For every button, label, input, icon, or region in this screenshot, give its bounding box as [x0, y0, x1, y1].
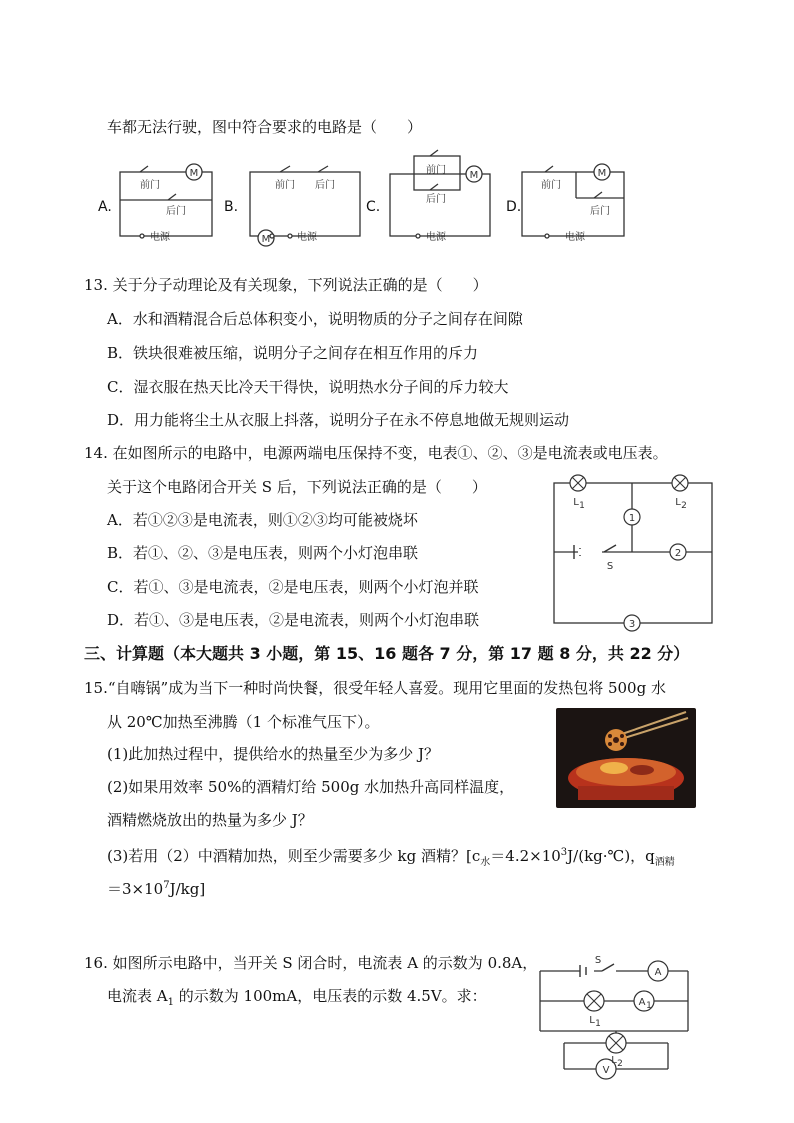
lamp-2-label: L: [611, 1055, 617, 1066]
q13-stem: 13. 关于分子动理论及有关现象，下列说法正确的是（ ）: [84, 276, 488, 294]
lamp-1-label: L: [589, 1015, 595, 1026]
lamp-2-subscript: 2: [681, 501, 687, 511]
q14-option-d: D．若①、③是电压表，②是电流表，则两个小灯泡串联: [107, 611, 480, 629]
q15-part-3: (3)若用（2）中酒精加热，则至少需要多少 kg 酒精？[$c_水=4.2\times 10^3J/(kg\cdot℃)$，$q_{酒精}$: [107, 847, 675, 868]
q15-part-2b: 酒精燃烧放出的热量为多少 J？: [107, 811, 313, 829]
q14-circuit: [548, 475, 718, 635]
q15-part-3-cont: $=3\times 10^7J/kg$]: [107, 880, 206, 898]
q14-option-b: B．若①、②、③是电压表，则两个小灯泡串联: [107, 544, 419, 562]
meter-1-label: 1: [628, 513, 636, 524]
q15-line-1: 15.“自嗨锅”成为当下一种时尚快餐，很受年轻人喜爱。现用它里面的发热包将 500g 水: [84, 679, 666, 697]
meter-2-label: 2: [674, 548, 682, 559]
motor-label: M: [189, 168, 199, 179]
q15-part-2a: (2)如果用效率 50%的酒精灯给 500g 水加热升高同样温度，: [107, 778, 515, 796]
motor-label: M: [597, 168, 607, 179]
power-label: 电源: [297, 232, 317, 243]
q14-option-c: C．若①、③是电流表，②是电压表，则两个小灯泡并联: [107, 578, 479, 596]
q12-stem-tail: 车都无法行驶，图中符合要求的电路是（ ）: [107, 118, 423, 136]
q12-option-b: B.: [224, 199, 239, 215]
voltmeter-label: V: [602, 1065, 610, 1076]
back-door-label: 后门: [315, 180, 335, 191]
q12-option-d: D.: [506, 199, 522, 215]
q12-option-a: A.: [98, 199, 112, 215]
front-door-label: 前门: [275, 180, 295, 191]
front-door-label: 前门: [426, 165, 446, 176]
q16-line-1: 16. 如图所示电路中，当开关 S 闭合时，电流表 A 的示数为 0.8A，: [84, 954, 538, 972]
q13-option-b: B．铁块很难被压缩，说明分子之间存在相互作用的斥力: [107, 344, 479, 362]
q15-part-1: (1)此加热过程中，提供给水的热量至少为多少 J？: [107, 745, 440, 763]
q13-option-a: A．水和酒精混合后总体积变小，说明物质的分子之间存在间隙: [107, 310, 523, 328]
front-door-label: 前门: [140, 180, 160, 191]
power-label: 电源: [565, 232, 585, 243]
back-door-label: 后门: [166, 206, 186, 217]
q13-option-d: D．用力能将尘土从衣服上抖落，说明分子在永不停息地做无规则运动: [107, 411, 570, 429]
lamp-2-subscript: 2: [617, 1059, 623, 1069]
lamp-1-label: L: [573, 497, 579, 508]
back-door-label: 后门: [426, 194, 446, 205]
power-label: 电源: [150, 232, 170, 243]
q13-option-c: C．湿衣服在热天比冷天干得快，说明热水分子间的斥力较大: [107, 378, 509, 396]
motor-label: M: [469, 170, 479, 181]
ammeter-a1-subscript: 1: [646, 1001, 652, 1011]
switch-label: S: [606, 561, 614, 572]
q12-option-c: C.: [366, 199, 381, 215]
front-door-label: 前门: [541, 180, 561, 191]
ammeter-a1-label: A: [638, 997, 646, 1008]
q14-option-a: A．若①②③是电流表，则①②③均可能被烧坏: [107, 511, 418, 529]
q12-circuits: [0, 150, 794, 290]
q16-line-2: 电流表 $A_1$ 的示数为 100mA，电压表的示数 4.5V。求：: [107, 987, 487, 1008]
back-door-label: 后门: [590, 206, 610, 217]
section-3-title: 三、计算题（本大题共 3 小题，第 15、16 题各 7 分，第 17 题 8 分，共 22 分）: [84, 644, 690, 663]
power-label: 电源: [426, 232, 446, 243]
motor-label: M: [261, 234, 271, 245]
lamp-1-subscript: 1: [579, 501, 585, 511]
self-heating-hotpot-photo: [556, 708, 696, 808]
q14-stem-1: 14. 在如图所示的电路中，电源两端电压保持不变，电表①、②、③是电流表或电压表。: [84, 444, 668, 462]
q15-line-2: 从 20℃加热至沸腾（1 个标准气压下）。: [107, 713, 380, 731]
switch-label: S: [594, 955, 602, 966]
q16-circuit: [536, 955, 696, 1080]
lamp-1-subscript: 1: [595, 1019, 601, 1029]
ammeter-a-label: A: [654, 967, 662, 978]
q14-stem-2: 关于这个电路闭合开关 S 后，下列说法正确的是（ ）: [107, 478, 487, 496]
lamp-2-label: L: [675, 497, 681, 508]
meter-3-label: 3: [628, 619, 636, 630]
